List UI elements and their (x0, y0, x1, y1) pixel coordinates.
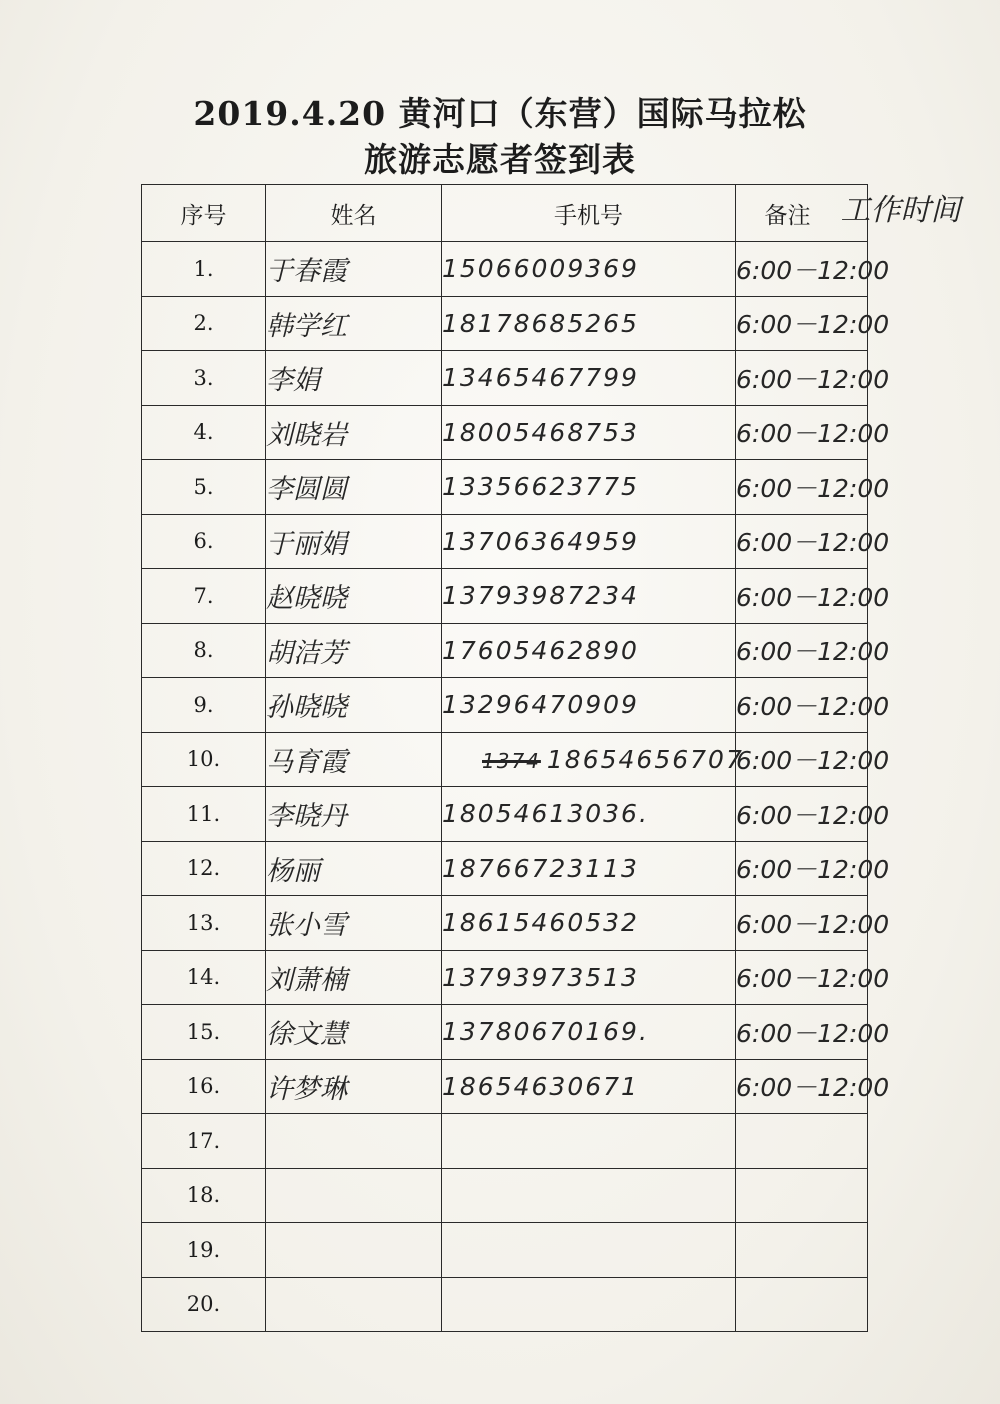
row-phone: 13706364959 (442, 514, 736, 569)
row-phone (442, 1114, 736, 1169)
table-row (142, 732, 868, 787)
table-row (142, 1005, 868, 1060)
table-row (142, 1277, 868, 1332)
phone-value: 18654656707 (546, 744, 744, 774)
row-note: 6:00－12:00 (736, 1005, 868, 1060)
row-seq: 19. (142, 1223, 266, 1278)
row-phone: 13793973513 (442, 950, 736, 1005)
row-seq: 9. (142, 678, 266, 733)
table-row (142, 242, 868, 297)
row-phone: 13356623775 (442, 460, 736, 515)
row-note: 6:00－12:00 (736, 950, 868, 1005)
table-row (142, 950, 868, 1005)
row-seq: 13. (142, 896, 266, 951)
row-seq: 2. (142, 296, 266, 351)
header-name: 姓名 (266, 185, 442, 242)
row-name: 李晓丹 (266, 787, 442, 842)
row-seq: 10. (142, 732, 266, 787)
row-seq: 3. (142, 351, 266, 406)
row-name (266, 1168, 442, 1223)
row-name: 张小雪 (266, 896, 442, 951)
header-note (736, 185, 961, 242)
row-seq: 14. (142, 950, 266, 1005)
table-row (142, 569, 868, 624)
row-note (736, 1168, 868, 1223)
row-seq: 8. (142, 623, 266, 678)
header-note-label: 备注 (764, 202, 811, 229)
table-row (142, 787, 868, 842)
row-name: 于丽娟 (266, 514, 442, 569)
table-row (142, 896, 868, 951)
row-note (736, 1277, 868, 1332)
row-note: 6:00－12:00 (736, 460, 868, 515)
row-seq: 18. (142, 1168, 266, 1223)
row-name: 李圆圆 (266, 460, 442, 515)
row-phone: 18766723113 (442, 841, 736, 896)
table-row (142, 678, 868, 733)
document-subtitle: 旅游志愿者签到表 (364, 140, 636, 179)
row-phone: 17605462890 (442, 623, 736, 678)
row-seq: 11. (142, 787, 266, 842)
row-phone: 13465467799 (442, 351, 736, 406)
table-row (142, 1168, 868, 1223)
row-note: 6:00－12:00 (736, 514, 868, 569)
row-phone (442, 732, 744, 787)
row-note (736, 1114, 868, 1169)
document-title: 2019.4.20 黄河口（东营）国际马拉松 (193, 94, 807, 133)
row-name: 徐文慧 (266, 1005, 442, 1060)
header-note-wrap (764, 192, 961, 230)
row-note: 6:00－12:00 (736, 296, 868, 351)
row-name: 赵晓晓 (266, 569, 442, 624)
row-phone (442, 1168, 736, 1223)
row-name: 胡洁芳 (266, 623, 442, 678)
row-note: 6:00－12:00 (736, 787, 868, 842)
row-name: 孙晓晓 (266, 678, 442, 733)
row-note: 6:00－12:00 (736, 569, 868, 624)
row-note: 6:00－12:00 (736, 841, 868, 896)
header-seq: 序号 (142, 185, 266, 242)
table-row (142, 514, 868, 569)
row-name (266, 1277, 442, 1332)
row-seq: 5. (142, 460, 266, 515)
table-body (142, 242, 890, 1332)
header-note-handwritten: 工作时间 (840, 192, 961, 228)
row-seq: 1. (142, 242, 266, 297)
row-seq: 16. (142, 1059, 266, 1114)
row-note: 6:00－12:00 (736, 1059, 868, 1114)
table-row (142, 460, 868, 515)
row-note: 6:00－12:00 (736, 896, 868, 951)
row-seq: 4. (142, 405, 266, 460)
header-phone: 手机号 (442, 185, 736, 242)
row-note: 6:00－12:00 (736, 623, 868, 678)
row-seq: 15. (142, 1005, 266, 1060)
struck-phone: 1374 (482, 748, 541, 773)
table-row (142, 351, 868, 406)
table-row (142, 841, 868, 896)
row-name: 杨丽 (266, 841, 442, 896)
row-seq: 17. (142, 1114, 266, 1169)
row-phone: 13793987234 (442, 569, 736, 624)
row-phone (442, 1277, 736, 1332)
row-phone (442, 1223, 736, 1278)
row-name: 韩学红 (266, 296, 442, 351)
row-name: 李娟 (266, 351, 442, 406)
row-phone: 18054613036. (442, 787, 736, 842)
row-phone: 13296470909 (442, 678, 736, 733)
row-phone: 18005468753 (442, 405, 736, 460)
table-row (142, 296, 868, 351)
table-row (142, 1223, 868, 1278)
row-note (736, 1223, 868, 1278)
row-phone: 18615460532 (442, 896, 736, 951)
table-row (142, 1114, 868, 1169)
row-phone: 15066009369 (442, 242, 736, 297)
table-row (142, 1059, 868, 1114)
row-seq: 12. (142, 841, 266, 896)
row-name (266, 1114, 442, 1169)
row-note: 6:00－12:00 (736, 351, 868, 406)
table-row (142, 405, 868, 460)
row-name: 许梦琳 (266, 1059, 442, 1114)
row-seq: 20. (142, 1277, 266, 1332)
row-note: 6:00－12:00 (736, 242, 868, 297)
row-seq: 7. (142, 569, 266, 624)
row-name: 刘晓岩 (266, 405, 442, 460)
row-note: 6:00－12:00 (736, 732, 868, 787)
sign-in-table (141, 184, 961, 1332)
row-phone: 13780670169. (442, 1005, 736, 1060)
row-note: 6:00－12:00 (736, 678, 868, 733)
row-name: 马育霞 (266, 732, 442, 787)
row-phone: 18178685265 (442, 296, 736, 351)
row-note: 6:00－12:00 (736, 405, 868, 460)
table-header-row (142, 185, 868, 242)
row-name: 于春霞 (266, 242, 442, 297)
table-row (142, 623, 868, 678)
row-seq: 6. (142, 514, 266, 569)
row-phone: 18654630671 (442, 1059, 736, 1114)
row-name (266, 1223, 442, 1278)
row-name: 刘萧楠 (266, 950, 442, 1005)
